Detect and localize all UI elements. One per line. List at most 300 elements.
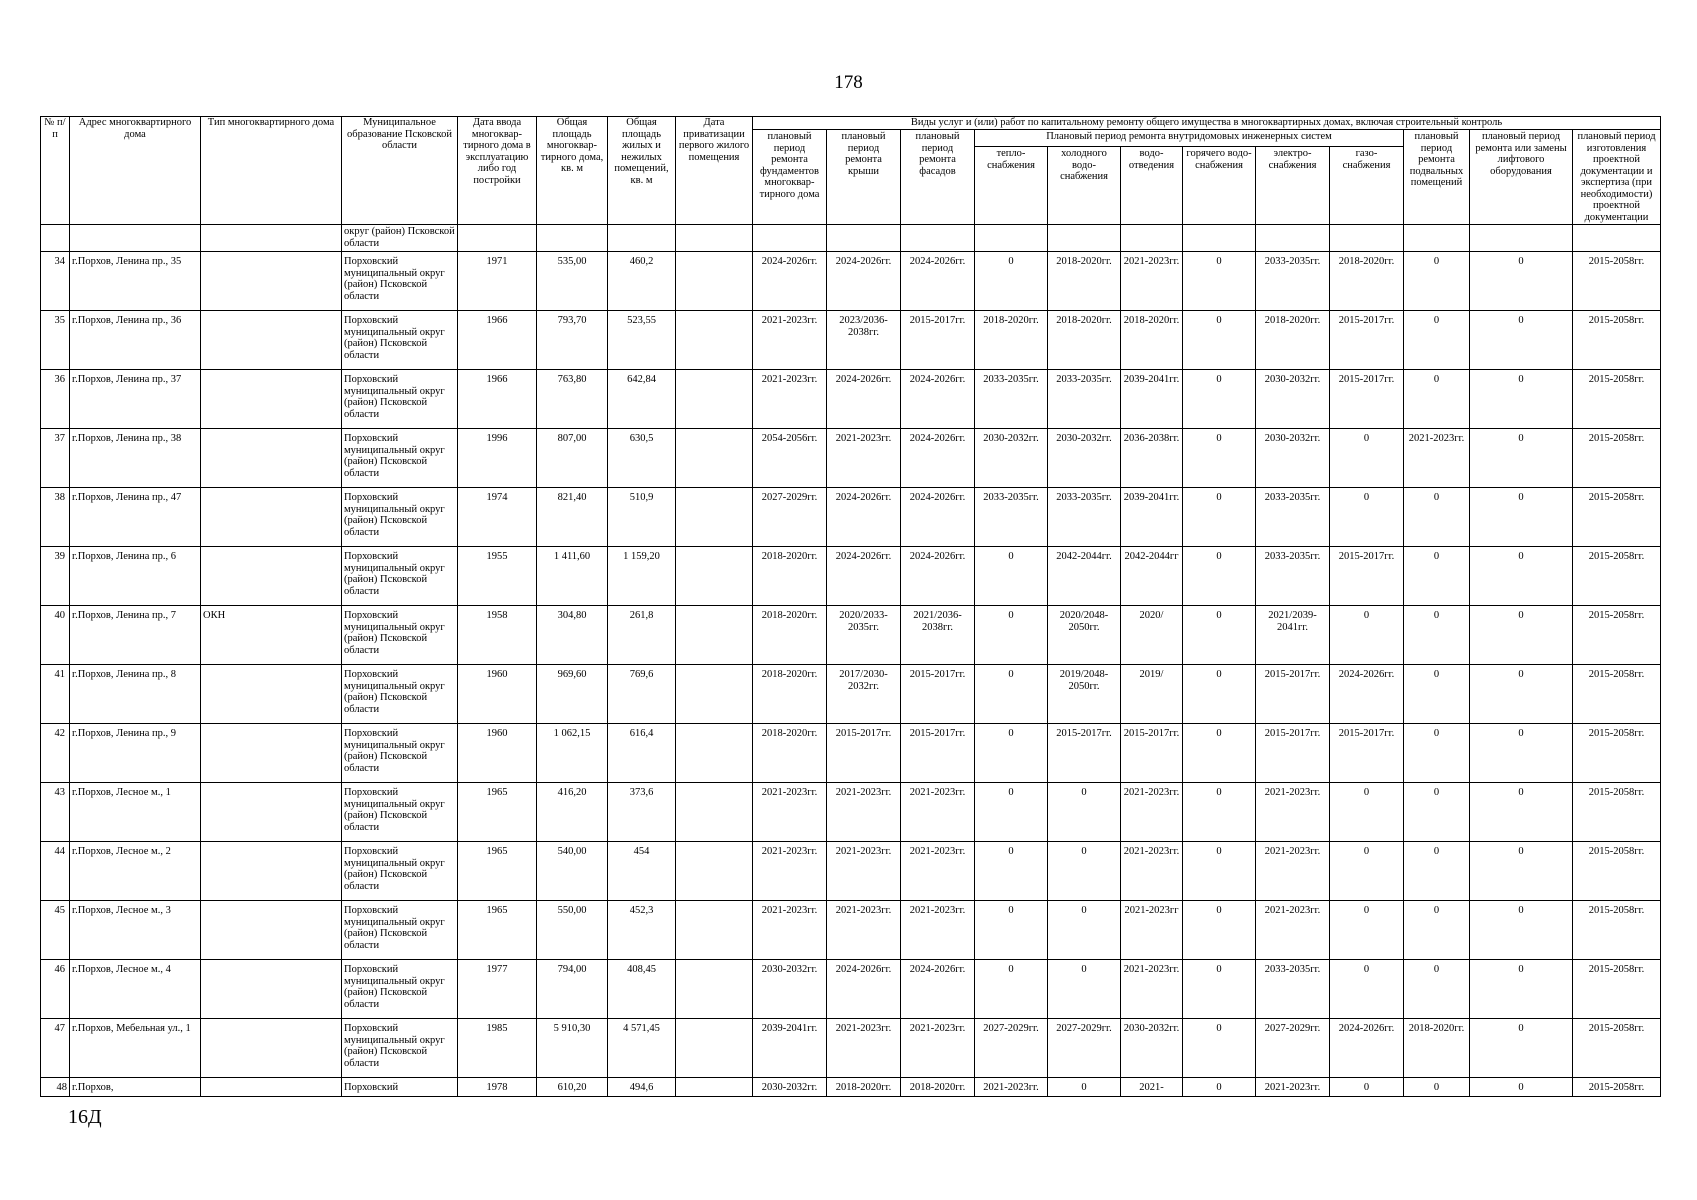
cell-heat: 2018-2020гг. [975, 311, 1048, 370]
cell-heat: 0 [975, 842, 1048, 901]
table-row [41, 665, 1661, 724]
cell-hot-water: 0 [1183, 488, 1256, 547]
cell-living-area: 769,6 [608, 665, 676, 724]
cell-living-area: 261,8 [608, 606, 676, 665]
cell-privatization [676, 606, 753, 665]
cell-year: 1985 [458, 1019, 537, 1078]
cell-elevator: 0 [1470, 901, 1573, 960]
cell-type [201, 901, 342, 960]
header-num: № п/п [41, 117, 70, 225]
cell-hot-water: 0 [1183, 842, 1256, 901]
cell-municipality: Порховский муниципальный округ (район) Псковской области [342, 429, 458, 488]
cell-heat: 0 [975, 783, 1048, 842]
cell-gas: 0 [1330, 429, 1404, 488]
cell-basement: 0 [1404, 960, 1470, 1019]
cell-privatization [676, 1078, 753, 1097]
cell-sewage: 2019/ [1121, 665, 1183, 724]
cell-foundation: 2039-2041гг. [753, 1019, 827, 1078]
cell-elevator: 0 [1470, 547, 1573, 606]
cell-basement: 0 [1404, 311, 1470, 370]
cell-foundation: 2054-2056гг. [753, 429, 827, 488]
cell-facade: 2021-2023гг. [901, 901, 975, 960]
cell-heat: 0 [975, 901, 1048, 960]
cell-design: 2015-2058гг. [1573, 901, 1661, 960]
cell-hot-water: 0 [1183, 665, 1256, 724]
cell-design: 2015-2058гг. [1573, 311, 1661, 370]
cell-municipality: Порховский [342, 1078, 458, 1097]
table-row [41, 901, 1661, 960]
cell-foundation: 2024-2026гг. [753, 252, 827, 311]
cell-hot-water: 0 [1183, 547, 1256, 606]
cell-basement: 0 [1404, 724, 1470, 783]
table-row [41, 311, 1661, 370]
cell-total-area: 763,80 [537, 370, 608, 429]
cell-empty [753, 225, 827, 252]
cell-municipality: Порховский муниципальный округ (район) Псковской области [342, 842, 458, 901]
cell-type [201, 724, 342, 783]
cell-hot-water: 0 [1183, 1019, 1256, 1078]
cell-sewage: 2036-2038гг. [1121, 429, 1183, 488]
cell-hot-water: 0 [1183, 783, 1256, 842]
header-type: Тип многоквартирного дома [201, 117, 342, 225]
cell-electric: 2030-2032гг. [1256, 429, 1330, 488]
cell-basement: 0 [1404, 370, 1470, 429]
cell-gas: 2024-2026гг. [1330, 665, 1404, 724]
cell-gas: 0 [1330, 1078, 1404, 1097]
cell-gas: 0 [1330, 842, 1404, 901]
cell-total-area: 1 411,60 [537, 547, 608, 606]
cell-sewage: 2018-2020гг. [1121, 311, 1183, 370]
cell-hot-water: 0 [1183, 370, 1256, 429]
cell-roof: 2024-2026гг. [827, 547, 901, 606]
cell-elevator: 0 [1470, 960, 1573, 1019]
cell-sewage: 2021-2023гг [1121, 901, 1183, 960]
cell-total-area: 550,00 [537, 901, 608, 960]
cell-municipality: Порховский муниципальный округ (район) Псковской области [342, 665, 458, 724]
cell-year: 1996 [458, 429, 537, 488]
cell-heat: 0 [975, 665, 1048, 724]
cell-privatization [676, 488, 753, 547]
cell-heat: 2033-2035гг. [975, 488, 1048, 547]
cell-empty [1330, 225, 1404, 252]
cell-year: 1958 [458, 606, 537, 665]
cell-basement: 0 [1404, 783, 1470, 842]
cell-elevator: 0 [1470, 1019, 1573, 1078]
cell-electric: 2033-2035гг. [1256, 960, 1330, 1019]
cell-roof: 2021-2023гг. [827, 429, 901, 488]
cell-roof: 2021-2023гг. [827, 1019, 901, 1078]
cell-sewage: 2020/ [1121, 606, 1183, 665]
cell-facade: 2024-2026гг. [901, 252, 975, 311]
header-commission-date: Дата ввода многоквар-тирного дома в эксплуатацию либо год постройки [458, 117, 537, 225]
cell-electric: 2033-2035гг. [1256, 547, 1330, 606]
cell-empty [1183, 225, 1256, 252]
cell-privatization [676, 1019, 753, 1078]
cell-privatization [676, 547, 753, 606]
cell-gas: 0 [1330, 960, 1404, 1019]
cell-gas: 2018-2020гг. [1330, 252, 1404, 311]
cell-municipality: Порховский муниципальный округ (район) Псковской области [342, 1019, 458, 1078]
cell-num: 44 [41, 842, 70, 901]
cell-basement: 0 [1404, 842, 1470, 901]
cell-cold-water: 2015-2017гг. [1048, 724, 1121, 783]
cell-municipality: Порховский муниципальный округ (район) Псковской области [342, 901, 458, 960]
cell-empty [676, 225, 753, 252]
cell-living-area: 523,55 [608, 311, 676, 370]
cell-total-area: 610,20 [537, 1078, 608, 1097]
cell-empty [1573, 225, 1661, 252]
cell-sewage: 2030-2032гг. [1121, 1019, 1183, 1078]
cell-year: 1966 [458, 311, 537, 370]
cell-facade: 2024-2026гг. [901, 370, 975, 429]
cell-design: 2015-2058гг. [1573, 724, 1661, 783]
cell-elevator: 0 [1470, 842, 1573, 901]
cell-electric: 2015-2017гг. [1256, 665, 1330, 724]
cell-heat: 0 [975, 547, 1048, 606]
cell-facade: 2015-2017гг. [901, 665, 975, 724]
cell-basement: 0 [1404, 665, 1470, 724]
cell-elevator: 0 [1470, 252, 1573, 311]
cell-design: 2015-2058гг. [1573, 429, 1661, 488]
cell-municipality: Порховский муниципальный округ (район) Псковской области [342, 783, 458, 842]
cell-privatization [676, 665, 753, 724]
cell-roof: 2024-2026гг. [827, 960, 901, 1019]
cell-living-area: 4 571,45 [608, 1019, 676, 1078]
cell-type [201, 488, 342, 547]
cell-elevator: 0 [1470, 1078, 1573, 1097]
cell-year: 1966 [458, 370, 537, 429]
cell-address: г.Порхов, Лесное м., 1 [70, 783, 201, 842]
table-row [41, 724, 1661, 783]
cell-design: 2015-2058гг. [1573, 665, 1661, 724]
cell-total-area: 535,00 [537, 252, 608, 311]
cell-total-area: 969,60 [537, 665, 608, 724]
cell-facade: 2021/2036-2038гг. [901, 606, 975, 665]
cell-num: 48 [41, 1078, 70, 1097]
cell-cold-water: 2042-2044гг. [1048, 547, 1121, 606]
cell-num: 39 [41, 547, 70, 606]
cell-type [201, 370, 342, 429]
cell-heat: 0 [975, 960, 1048, 1019]
cell-cold-water: 0 [1048, 783, 1121, 842]
cell-municipality: Порховский муниципальный округ (район) Псковской области [342, 547, 458, 606]
cell-design: 2015-2058гг. [1573, 252, 1661, 311]
header-foundation: плановый период ремонта фундаментов многоквар-тирного дома [753, 130, 827, 225]
cell-privatization [676, 252, 753, 311]
cell-facade: 2021-2023гг. [901, 842, 975, 901]
cell-municipality: Порховский муниципальный округ (район) Псковской области [342, 252, 458, 311]
cell-empty [1470, 225, 1573, 252]
cell-electric: 2021-2023гг. [1256, 1078, 1330, 1097]
cell-type [201, 311, 342, 370]
cell-cold-water: 2020/2048-2050гг. [1048, 606, 1121, 665]
cell-facade: 2024-2026гг. [901, 960, 975, 1019]
cell-address: г.Порхов, Ленина пр., 7 [70, 606, 201, 665]
cell-roof: 2024-2026гг. [827, 488, 901, 547]
cell-gas: 0 [1330, 606, 1404, 665]
header-basement: плановый период ремонта подвальных помещений [1404, 130, 1470, 225]
table-row [41, 429, 1661, 488]
cell-foundation: 2030-2032гг. [753, 1078, 827, 1097]
cell-electric: 2015-2017гг. [1256, 724, 1330, 783]
cell-facade: 2018-2020гг. [901, 1078, 975, 1097]
cell-num: 35 [41, 311, 70, 370]
cell-living-area: 1 159,20 [608, 547, 676, 606]
cell-sewage: 2021-2023гг. [1121, 960, 1183, 1019]
cell-cold-water: 2019/2048-2050гг. [1048, 665, 1121, 724]
cell-total-area: 5 910,30 [537, 1019, 608, 1078]
cell-empty [827, 225, 901, 252]
cell-total-area: 304,80 [537, 606, 608, 665]
cell-gas: 2024-2026гг. [1330, 1019, 1404, 1078]
cell-type [201, 665, 342, 724]
cell-foundation: 2018-2020гг. [753, 665, 827, 724]
cell-num: 34 [41, 252, 70, 311]
table-row [41, 370, 1661, 429]
header-residential-area: Общая площадь жилых и нежилых помещений, кв. м [608, 117, 676, 225]
cell-roof: 2020/2033-2035гг. [827, 606, 901, 665]
cell-cold-water: 2018-2020гг. [1048, 311, 1121, 370]
cell-address: г.Порхов, Ленина пр., 36 [70, 311, 201, 370]
cell-facade: 2015-2017гг. [901, 724, 975, 783]
cell-sewage: 2021-2023гг. [1121, 783, 1183, 842]
cell-electric: 2033-2035гг. [1256, 252, 1330, 311]
cell-hot-water: 0 [1183, 1078, 1256, 1097]
cell-gas: 2015-2017гг. [1330, 370, 1404, 429]
cell-address: г.Порхов, Лесное м., 4 [70, 960, 201, 1019]
cell-electric: 2018-2020гг. [1256, 311, 1330, 370]
cell-total-area: 416,20 [537, 783, 608, 842]
cell-municipality: Порховский муниципальный округ (район) Псковской области [342, 724, 458, 783]
table-row [41, 842, 1661, 901]
cell-num: 45 [41, 901, 70, 960]
cell-total-area: 794,00 [537, 960, 608, 1019]
cell-year: 1978 [458, 1078, 537, 1097]
table-body [41, 225, 1661, 1097]
cell-design: 2015-2058гг. [1573, 488, 1661, 547]
cell-sewage: 2021- [1121, 1078, 1183, 1097]
header-facade: плановый период ремонта фасадов [901, 130, 975, 225]
cell-type [201, 842, 342, 901]
cell-total-area: 540,00 [537, 842, 608, 901]
cell-cold-water: 2030-2032гг. [1048, 429, 1121, 488]
cell-living-area: 510,9 [608, 488, 676, 547]
cell-sewage: 2039-2041гг. [1121, 488, 1183, 547]
cell-design: 2015-2058гг. [1573, 783, 1661, 842]
cell-roof: 2017/2030-2032гг. [827, 665, 901, 724]
header-cold-water: холодного водо-снабжения [1048, 147, 1121, 225]
cell-elevator: 0 [1470, 488, 1573, 547]
cell-basement: 0 [1404, 901, 1470, 960]
header-address: Адрес многоквартирного дома [70, 117, 201, 225]
continuation-row [41, 225, 1661, 252]
cell-cold-water: 2018-2020гг. [1048, 252, 1121, 311]
cell-sewage: 2015-2017гг. [1121, 724, 1183, 783]
cell-address: г.Порхов, [70, 1078, 201, 1097]
cell-electric: 2021/2039-2041гг. [1256, 606, 1330, 665]
cell-type [201, 783, 342, 842]
cell-sewage: 2021-2023гг. [1121, 252, 1183, 311]
cell-facade: 2024-2026гг. [901, 488, 975, 547]
cell-municipality: Порховский муниципальный округ (район) Псковской области [342, 960, 458, 1019]
cell-num: 40 [41, 606, 70, 665]
cell-empty [458, 225, 537, 252]
cell-municipality: Порховский муниципальный округ (район) Псковской области [342, 488, 458, 547]
cell-gas: 0 [1330, 488, 1404, 547]
cell-hot-water: 0 [1183, 724, 1256, 783]
cell-municipality: Порховский муниципальный округ (район) Псковской области [342, 370, 458, 429]
table-row [41, 1019, 1661, 1078]
capital-repair-table [40, 116, 1661, 1097]
cell-hot-water: 0 [1183, 429, 1256, 488]
cell-elevator: 0 [1470, 783, 1573, 842]
cell-privatization [676, 311, 753, 370]
cell-cold-water: 2033-2035гг. [1048, 370, 1121, 429]
cell-basement: 2018-2020гг. [1404, 1019, 1470, 1078]
cell-cold-water: 0 [1048, 901, 1121, 960]
cell-facade: 2024-2026гг. [901, 429, 975, 488]
cell-foundation: 2030-2032гг. [753, 960, 827, 1019]
cell-hot-water: 0 [1183, 606, 1256, 665]
cell-total-area: 807,00 [537, 429, 608, 488]
cell-cold-water: 2033-2035гг. [1048, 488, 1121, 547]
cell-num: 46 [41, 960, 70, 1019]
cell-address: г.Порхов, Лесное м., 2 [70, 842, 201, 901]
cell-hot-water: 0 [1183, 960, 1256, 1019]
cell-address: г.Порхов, Ленина пр., 6 [70, 547, 201, 606]
cell-sewage: 2021-2023гг. [1121, 842, 1183, 901]
cell-municipality: Порховский муниципальный округ (район) Псковской области [342, 311, 458, 370]
header-design: плановый период изготовления проектной документации и экспертиза (при необходимости) проектной документации [1573, 130, 1661, 225]
cell-design: 2015-2058гг. [1573, 842, 1661, 901]
header-services-group: Виды услуг и (или) работ по капитальному ремонту общего имущества в многоквартирных домах, включая строительный контроль [753, 117, 1661, 130]
cell-basement: 0 [1404, 252, 1470, 311]
cell-address: г.Порхов, Ленина пр., 35 [70, 252, 201, 311]
cell-heat: 2030-2032гг. [975, 429, 1048, 488]
cell-type [201, 1019, 342, 1078]
table-row [41, 783, 1661, 842]
cell-address: г.Порхов, Ленина пр., 8 [70, 665, 201, 724]
cell-hot-water: 0 [1183, 311, 1256, 370]
header-engineering-group: Плановый период ремонта внутридомовых инженерных систем [975, 130, 1404, 147]
cell-heat: 0 [975, 606, 1048, 665]
cell-gas: 2015-2017гг. [1330, 547, 1404, 606]
cell-hot-water: 0 [1183, 901, 1256, 960]
cell-address: г.Порхов, Ленина пр., 9 [70, 724, 201, 783]
cell-municipality: Порховский муниципальный округ (район) Псковской области [342, 606, 458, 665]
cell-foundation: 2021-2023гг. [753, 783, 827, 842]
cell-cold-water: 0 [1048, 960, 1121, 1019]
cell-num: 38 [41, 488, 70, 547]
header-total-area: Общая площадь многоквар-тирного дома, кв. м [537, 117, 608, 225]
cell-roof: 2021-2023гг. [827, 842, 901, 901]
cell-foundation: 2018-2020гг. [753, 547, 827, 606]
cell-year: 1977 [458, 960, 537, 1019]
cell-foundation: 2021-2023гг. [753, 842, 827, 901]
cell-num: 41 [41, 665, 70, 724]
cell-num: 37 [41, 429, 70, 488]
cell-foundation: 2021-2023гг. [753, 311, 827, 370]
cell-basement: 2021-2023гг. [1404, 429, 1470, 488]
cell-roof: 2021-2023гг. [827, 783, 901, 842]
cell-living-area: 454 [608, 842, 676, 901]
cell-roof: 2024-2026гг. [827, 252, 901, 311]
cell-elevator: 0 [1470, 311, 1573, 370]
cell-empty [41, 225, 70, 252]
cell-facade: 2015-2017гг. [901, 311, 975, 370]
cell-foundation: 2018-2020гг. [753, 606, 827, 665]
cell-address: г.Порхов, Ленина пр., 38 [70, 429, 201, 488]
cell-type [201, 252, 342, 311]
cell-total-area: 821,40 [537, 488, 608, 547]
cell-total-area: 1 062,15 [537, 724, 608, 783]
cell-living-area: 408,45 [608, 960, 676, 1019]
cell-sewage: 2042-2044гг [1121, 547, 1183, 606]
cell-heat: 2021-2023гг. [975, 1078, 1048, 1097]
cell-privatization [676, 429, 753, 488]
table-row [41, 960, 1661, 1019]
cell-elevator: 0 [1470, 606, 1573, 665]
cell-empty [975, 225, 1048, 252]
cell-elevator: 0 [1470, 370, 1573, 429]
cell-privatization [676, 783, 753, 842]
cell-basement: 0 [1404, 488, 1470, 547]
cell-gas: 0 [1330, 783, 1404, 842]
cell-gas: 2015-2017гг. [1330, 311, 1404, 370]
header-municipality: Муниципальное образование Псковской области [342, 117, 458, 225]
cell-year: 1974 [458, 488, 537, 547]
cell-elevator: 0 [1470, 429, 1573, 488]
cell-year: 1960 [458, 724, 537, 783]
cell-privatization [676, 901, 753, 960]
table-row [41, 488, 1661, 547]
cell-design: 2015-2058гг. [1573, 960, 1661, 1019]
cell-electric: 2021-2023гг. [1256, 901, 1330, 960]
cell-privatization [676, 842, 753, 901]
cell-total-area: 793,70 [537, 311, 608, 370]
cell-elevator: 0 [1470, 665, 1573, 724]
cell-empty [1048, 225, 1121, 252]
header-sewage: водо-отведения [1121, 147, 1183, 225]
header-heat: тепло-снабжения [975, 147, 1048, 225]
table-row [41, 606, 1661, 665]
cell-address: г.Порхов, Лесное м., 3 [70, 901, 201, 960]
cell-foundation: 2021-2023гг. [753, 370, 827, 429]
cell-year: 1965 [458, 783, 537, 842]
cell-address: г.Порхов, Ленина пр., 47 [70, 488, 201, 547]
cell-privatization [676, 724, 753, 783]
cell-num: 36 [41, 370, 70, 429]
cell-electric: 2021-2023гг. [1256, 783, 1330, 842]
cell-empty [608, 225, 676, 252]
cell-empty [901, 225, 975, 252]
cell-design: 2015-2058гг. [1573, 606, 1661, 665]
cell-roof: 2023/2036-2038гг. [827, 311, 901, 370]
table-row [41, 547, 1661, 606]
cell-electric: 2033-2035гг. [1256, 488, 1330, 547]
cell-living-area: 452,3 [608, 901, 676, 960]
cell-sewage: 2039-2041гг. [1121, 370, 1183, 429]
cell-num: 42 [41, 724, 70, 783]
cell-design: 2015-2058гг. [1573, 1019, 1661, 1078]
cell-design: 2015-2058гг. [1573, 1078, 1661, 1097]
cell-empty [70, 225, 201, 252]
cell-year: 1965 [458, 842, 537, 901]
cell-roof: 2018-2020гг. [827, 1078, 901, 1097]
cell-basement: 0 [1404, 1078, 1470, 1097]
cell-hot-water: 0 [1183, 252, 1256, 311]
cell-type [201, 960, 342, 1019]
